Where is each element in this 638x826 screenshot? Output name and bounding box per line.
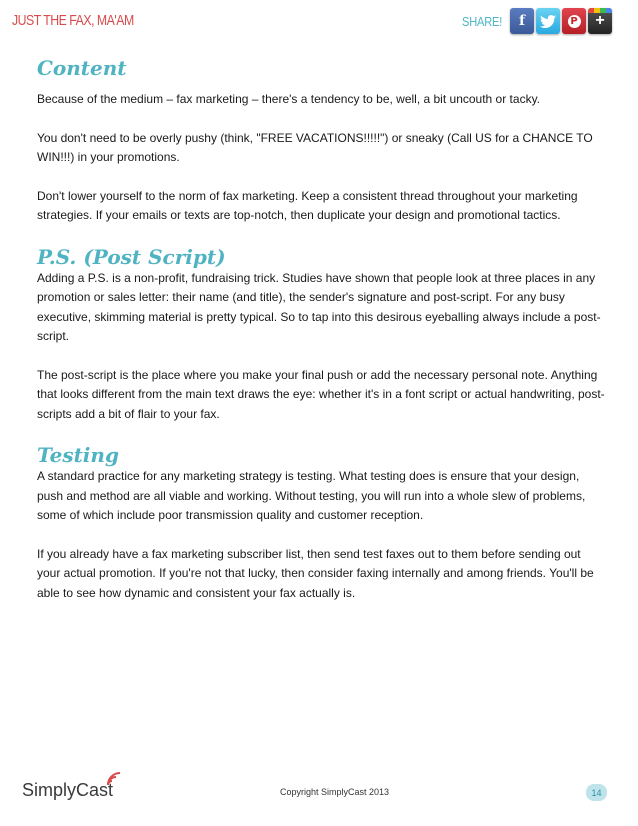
paragraph: The post-script is the place where you make your final push or add the necessary personal note. Anything that looks different from the main text draws the eye: whether it's in a font script or actual handwriting, post-scripts add a bit of flair to your fax. xyxy=(37,367,605,421)
share-label: SHARE! xyxy=(462,14,503,29)
section-heading-content: Content xyxy=(37,56,127,80)
twitter-icon xyxy=(540,15,556,28)
pinterest-share-button[interactable] xyxy=(562,8,586,34)
paragraph: If you already have a fax marketing subscriber list, then send test faxes out to them before sending out your actual promotion. If you're not that lucky, then consider faxing internally and among friends. You'll be able to see how dynamic and consistent your fax actually is. xyxy=(37,546,594,600)
page-number-badge: 14 xyxy=(586,784,607,801)
main-content xyxy=(37,56,607,603)
paragraph: Don't lower yourself to the norm of fax marketing. Keep a consistent thread throughout your marketing strategies. If your emails or texts are top-notch, then duplicate your design and promotional tactics. xyxy=(37,188,578,222)
googleplus-icon: + xyxy=(595,12,605,29)
twitter-share-button[interactable] xyxy=(536,8,560,34)
paragraph: A standard practice for any marketing strategy is testing. What testing does is ensure that your design, push and method are all viable and working. Without testing, you will run into a whole slew of problems, some of which include poor transmission quality and customer reception. xyxy=(37,469,586,522)
facebook-icon: f xyxy=(518,13,526,29)
section-heading-ps: P.S. (Post Script) xyxy=(37,244,226,269)
stripe-blue xyxy=(606,8,612,13)
googleplus-share-button[interactable] xyxy=(588,8,612,34)
document-title: JUST THE FAX, MA'AM xyxy=(12,12,134,29)
signal-icon xyxy=(106,771,122,787)
paragraph: Because of the medium – fax marketing – there's a tendency to be, well, a bit uncouth or tacky. xyxy=(37,92,541,106)
facebook-share-button[interactable] xyxy=(510,8,534,34)
paragraph: You don't need to be overly pushy (think, "FREE VACATIONS!!!!!") or sneaky (Call US for a CHANCE TO WIN!!!) in your promotions. xyxy=(37,130,593,164)
simplycast-logo: SimplyCast xyxy=(22,780,114,800)
section-heading-testing: Testing xyxy=(37,443,119,467)
paragraph: Adding a P.S. is a non-profit, fundraising trick. Studies have shown that people look at three places in any promotion or sales letter: their name (and title), the sender's signature and post-script. For any busy executive, skimming material is pretty typical. So to tap into this desirous eyeballing always include a post-script. xyxy=(37,270,601,343)
pinterest-icon: P xyxy=(568,15,581,28)
copyright-text: Copyright SimplyCast 2013 xyxy=(280,787,390,797)
